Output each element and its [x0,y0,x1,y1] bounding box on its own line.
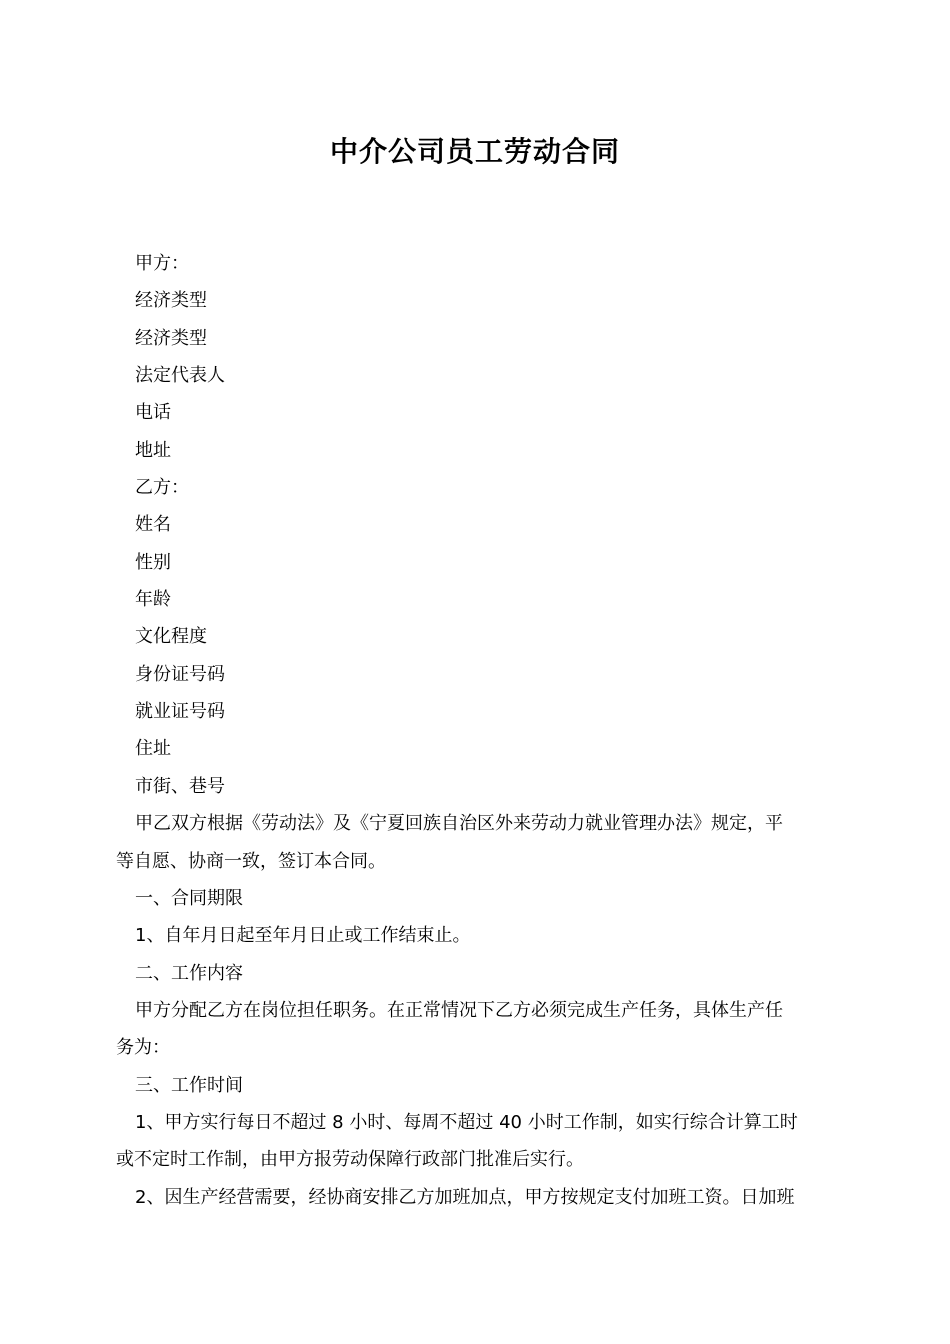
party-a-economic-type: 经济类型 [135,290,207,312]
party-a-legal-representative: 法定代表人 [135,365,225,387]
section-1-heading: 一、合同期限 [135,887,243,909]
party-b-gender: 性别 [135,551,171,573]
section-3-clause-2-line-1: 2、因生产经营需要，经协商安排乙方加班加点，甲方按规定支付加班工资。日加班 [135,1186,795,1208]
document-body [116,245,836,1216]
section-3-clause-1-line-1: 1、甲方实行每日不超过 8 小时、每周不超过 40 小时工作制，如实行综合计算工时 [135,1111,798,1133]
section-2-text-line-2: 务为： [116,1037,170,1059]
party-b-employment-card: 就业证号码 [135,701,225,723]
party-b-id-number: 身份证号码 [135,663,225,685]
party-b-education: 文化程度 [135,626,207,648]
party-b-name: 姓名 [135,514,171,536]
party-b-street: 市街、巷号 [135,775,225,797]
section-2-text-line-1: 甲方分配乙方在岗位担任职务。在正常情况下乙方必须完成生产任务，具体生产任 [135,999,783,1021]
party-b-residence: 住址 [135,738,171,760]
document-title: 中介公司员工劳动合同 [329,135,620,168]
party-a-economic-type-2: 经济类型 [135,327,207,349]
preamble-line-2: 等自愿、协商一致，签订本合同。 [116,850,386,872]
party-a-phone: 电话 [135,402,171,424]
party-a-label: 甲方： [135,253,189,274]
section-3-heading: 三、工作时间 [135,1074,243,1096]
party-b-label: 乙方： [135,477,189,499]
section-2-heading: 二、工作内容 [135,962,243,984]
section-1-clause-1: 1、自年月日起至年月日止或工作结束止。 [135,925,471,947]
party-b-age: 年龄 [135,589,171,611]
preamble-line-1: 甲乙双方根据《劳动法》及《宁夏回族自治区外来劳动力就业管理办法》规定，平 [135,813,783,835]
section-3-clause-1-line-2: 或不定时工作制，由甲方报劳动保障行政部门批准后实行。 [116,1149,584,1171]
party-a-address: 地址 [135,439,171,461]
